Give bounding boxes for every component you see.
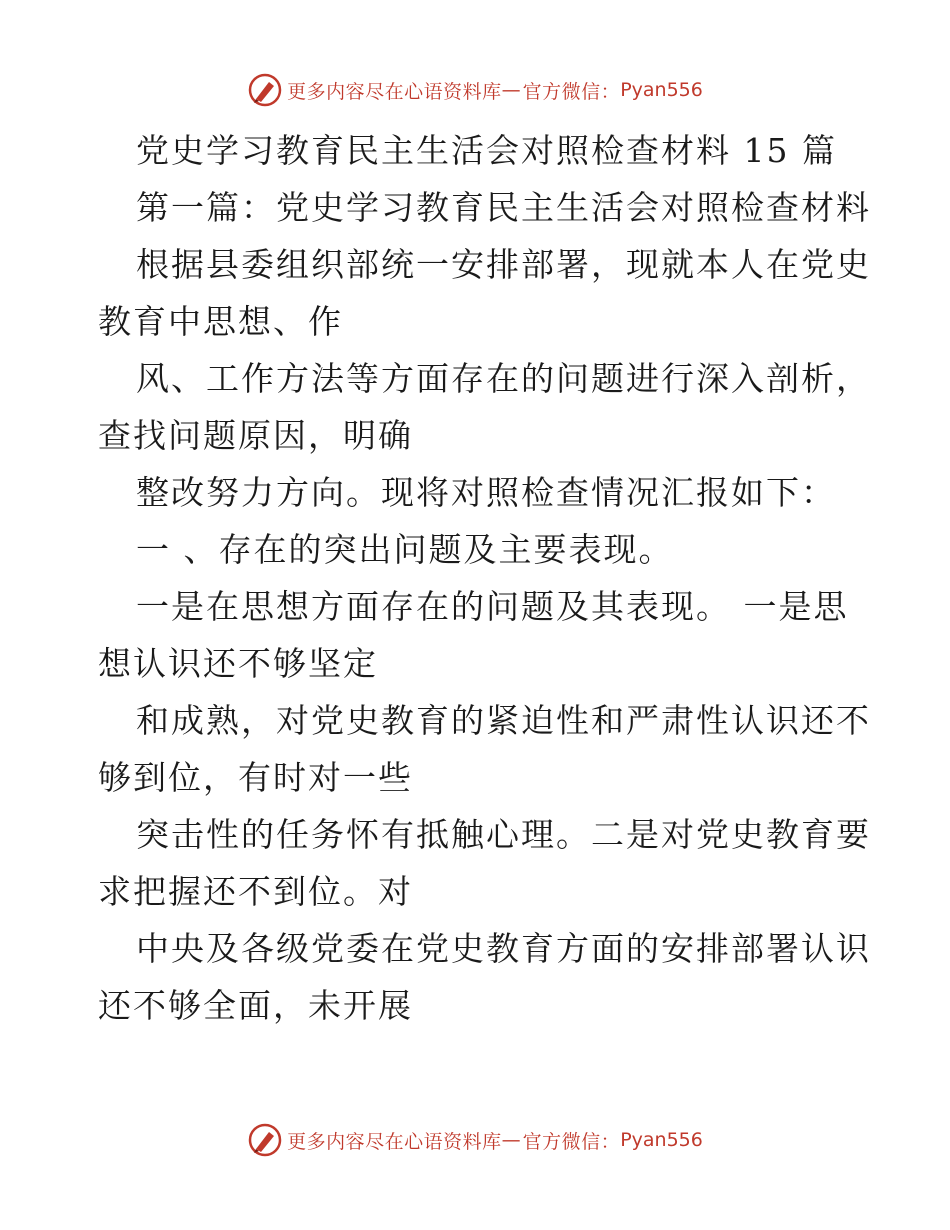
text-line: 想认识还不够坚定: [98, 644, 378, 683]
watermark-text: 更多内容尽在心语资料库: [287, 1130, 502, 1153]
text-line: 还不够全面，未开展: [98, 986, 413, 1025]
text-line: 根据县委组织部统一安排部署，现就本人在党史: [136, 245, 871, 284]
watermark-wechat-label: 官方微信：: [522, 1130, 621, 1153]
pen-logo-icon: [247, 72, 283, 108]
watermark-dash: —: [501, 1129, 521, 1151]
watermark-text: 更多内容尽在心语资料库: [287, 80, 502, 103]
pen-logo-icon: [247, 1122, 283, 1158]
text-line: 求把握还不到位。对: [98, 872, 413, 911]
text-line: 突击性的任务怀有抵触心理。二是对党史教育要: [136, 815, 871, 854]
watermark-wechat-id: Pyan556: [620, 79, 703, 101]
document-body: [98, 122, 871, 1034]
text-line: 一是在思想方面存在的问题及其表现。 一是思: [136, 587, 849, 626]
text-line: 查找问题原因，明确: [98, 416, 413, 455]
watermark-wechat-label: 官方微信：: [522, 80, 621, 103]
watermark-wechat-id: Pyan556: [620, 1129, 703, 1151]
text-line: 教育中思想、作: [98, 302, 343, 341]
text-line: 中央及各级党委在党史教育方面的安排部署认识: [136, 929, 871, 968]
text-line: 和成熟，对党史教育的紧迫性和严肃性认识还不: [136, 701, 871, 740]
text-line: 够到位，有时对一些: [98, 758, 413, 797]
watermark-dash: —: [501, 79, 521, 101]
text-line: 风、工作方法等方面存在的问题进行深入剖析，: [136, 359, 871, 398]
text-line: 一 、存在的突出问题及主要表现。: [136, 530, 674, 569]
header-watermark: [0, 70, 950, 110]
text-line: 党史学习教育民主生活会对照检查材料 15 篇: [136, 131, 837, 170]
text-line: 整改努力方向。现将对照检查情况汇报如下：: [136, 473, 836, 512]
text-line: 第一篇：党史学习教育民主生活会对照检查材料: [136, 188, 871, 227]
footer-watermark: [0, 1120, 950, 1160]
